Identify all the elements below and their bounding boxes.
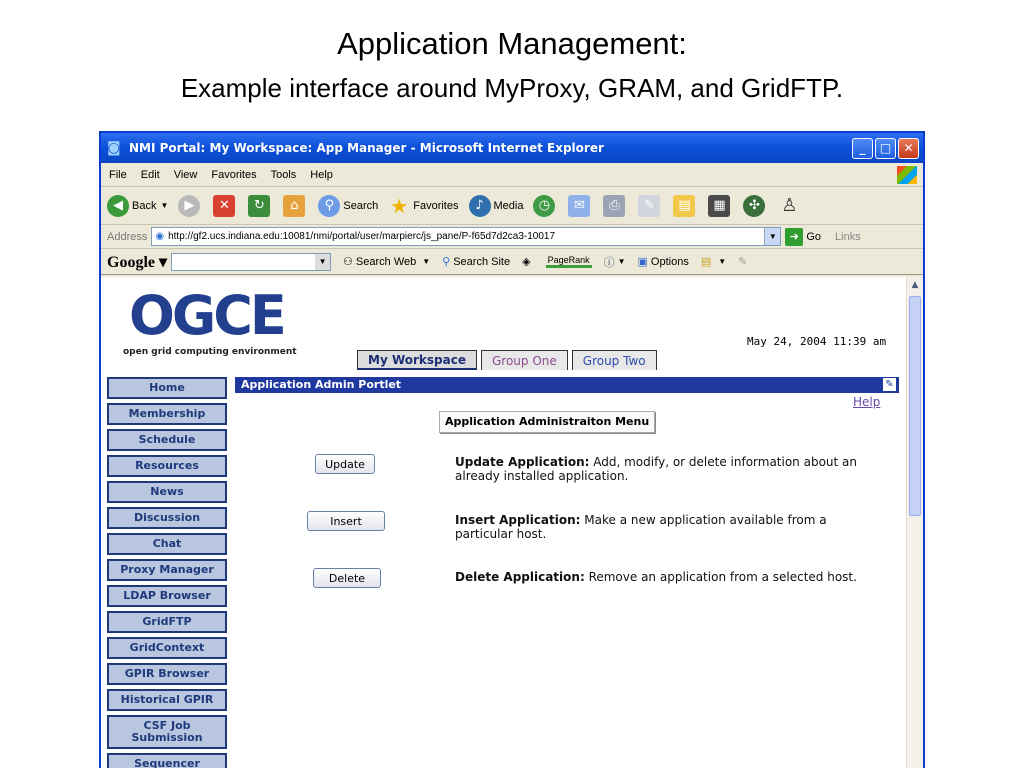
- search-label: Search: [343, 199, 379, 212]
- update-heading: Update Application:: [455, 455, 590, 469]
- vertical-scrollbar[interactable]: [906, 277, 923, 768]
- portlet-edit-icon[interactable]: ✎: [883, 378, 896, 391]
- menu-edit[interactable]: Edit: [140, 168, 160, 181]
- scrollbar-thumb[interactable]: [909, 296, 921, 516]
- nav-chat[interactable]: Chat: [107, 533, 227, 555]
- home-icon: ⌂: [283, 195, 305, 217]
- nav-news[interactable]: News: [107, 481, 227, 503]
- person-icon: ♙: [781, 195, 798, 216]
- folder-icon: ▤: [673, 195, 695, 217]
- highlight-icon: ▤: [700, 255, 712, 268]
- page-icon: ◉: [155, 231, 165, 242]
- portal-date: May 24, 2004 11:39 am: [747, 335, 887, 348]
- info-icon: ⓘ: [603, 255, 615, 269]
- update-description: [455, 455, 883, 483]
- address-input[interactable]: [151, 227, 781, 246]
- nav-discussion[interactable]: Discussion: [107, 507, 227, 529]
- maximize-button[interactable]: □: [875, 138, 896, 159]
- pencil-icon: ✎: [738, 255, 748, 268]
- window-title: NMI Portal: My Workspace: App Manager - Microsoft Internet Explorer: [129, 141, 604, 155]
- media-icon: ♪: [469, 195, 491, 217]
- stop-button[interactable]: [213, 195, 238, 217]
- back-arrow-icon: ◀: [107, 195, 129, 217]
- tab-group-one[interactable]: Group One: [481, 350, 568, 370]
- search-site-label: Search Site: [453, 255, 511, 268]
- nav-sequencer[interactable]: Sequencer: [107, 753, 227, 768]
- print-icon: ⎙: [603, 195, 625, 217]
- info-button[interactable]: [604, 254, 626, 270]
- ie-page-icon: ◙: [107, 140, 121, 156]
- insert-text: Make a new application available from a particular host.: [455, 513, 827, 541]
- media-label: Media: [493, 199, 524, 212]
- messenger-button[interactable]: [743, 195, 768, 217]
- menu-favorites[interactable]: Favorites: [211, 168, 257, 181]
- history-button[interactable]: [533, 195, 558, 217]
- nav-schedule[interactable]: Schedule: [107, 429, 227, 451]
- menu-bar: [101, 163, 923, 187]
- go-arrow-icon: ➜: [785, 228, 803, 246]
- title-bar[interactable]: [101, 133, 923, 163]
- history-icon: ◷: [533, 195, 555, 217]
- pagerank-indicator[interactable]: [546, 255, 592, 268]
- slide-subtitle: Example interface around MyProxy, GRAM, and GridFTP.: [180, 73, 844, 103]
- options-icon: ▣: [637, 255, 648, 268]
- nav-gridftp[interactable]: GridFTP: [107, 611, 227, 633]
- nav-proxy-manager[interactable]: Proxy Manager: [107, 559, 227, 581]
- options-button[interactable]: [638, 255, 689, 268]
- options-label: Options: [650, 255, 689, 268]
- nav-ldap-browser[interactable]: LDAP Browser: [107, 585, 227, 607]
- insert-heading: Insert Application:: [455, 513, 581, 527]
- home-button[interactable]: [283, 195, 308, 217]
- menu-help[interactable]: Help: [310, 168, 333, 181]
- tab-group-two[interactable]: Group Two: [572, 350, 657, 370]
- address-dropdown-icon[interactable]: ▼: [764, 228, 780, 245]
- stop-icon: ✕: [213, 195, 235, 217]
- forward-arrow-icon: ▶: [178, 195, 200, 217]
- edit-page-button[interactable]: [638, 195, 663, 217]
- help-link[interactable]: Help: [853, 395, 881, 409]
- search-button[interactable]: [318, 195, 378, 217]
- edit-page-icon: ✎: [638, 195, 660, 217]
- ogce-logo-tagline: open grid computing environment: [123, 347, 297, 357]
- pagerank-label: PageRank: [546, 255, 592, 268]
- back-dropdown-icon: ▼: [160, 201, 169, 210]
- forward-button[interactable]: [178, 195, 203, 217]
- page-viewport: [101, 277, 923, 768]
- update-button[interactable]: Update: [315, 454, 375, 474]
- links-button[interactable]: Links: [835, 230, 861, 243]
- nav-home[interactable]: Home: [107, 377, 227, 399]
- folder-button[interactable]: [673, 195, 698, 217]
- ogce-logo: OGCE: [129, 284, 284, 347]
- info-dropdown-icon: ▼: [617, 257, 626, 266]
- back-label: Back: [132, 199, 157, 212]
- portlet-title: Application Admin Portlet: [241, 378, 402, 391]
- messenger-icon: ✣: [743, 195, 765, 217]
- favorites-star-icon: ★: [390, 193, 409, 218]
- search-web-dropdown-icon: ▼: [422, 257, 431, 266]
- discuss-button[interactable]: [708, 195, 733, 217]
- scroll-up-icon[interactable]: ▲: [911, 280, 919, 290]
- nav-gridcontext[interactable]: GridContext: [107, 637, 227, 659]
- delete-text: Remove an application from a selected host.: [584, 570, 857, 584]
- print-button[interactable]: [603, 195, 628, 217]
- insert-button[interactable]: Insert: [307, 511, 385, 531]
- nav-resources[interactable]: Resources: [107, 455, 227, 477]
- tab-my-workspace[interactable]: My Workspace: [357, 350, 477, 370]
- menu-file[interactable]: File: [109, 168, 127, 181]
- address-url: http://gf2.ucs.indiana.edu:10081/nmi/portal/user/marpierc/js_pane/P-f65d7d2ca3-10017: [168, 231, 556, 242]
- mail-icon: ✉: [568, 195, 590, 217]
- workspace-tabs: [357, 350, 661, 370]
- mail-button[interactable]: [568, 195, 593, 217]
- browser-window: [99, 131, 925, 768]
- search-icon: ⚲: [318, 195, 340, 217]
- binoculars-icon: ⚇: [343, 255, 353, 268]
- site-search-icon: ⚲: [442, 255, 451, 268]
- favorites-button[interactable]: [388, 195, 458, 217]
- standard-toolbar: [101, 187, 923, 225]
- insert-description: [455, 513, 883, 541]
- discuss-icon: ▦: [708, 195, 730, 217]
- nav-historical-gpir[interactable]: Historical GPIR: [107, 689, 227, 711]
- google-dropdown-icon[interactable]: ▼: [315, 254, 330, 270]
- nav-csf-job-submission[interactable]: CSF Job Submission: [107, 715, 227, 749]
- delete-heading: Delete Application:: [455, 570, 585, 584]
- google-search-input[interactable]: [171, 253, 331, 271]
- nav-gpir-browser[interactable]: GPIR Browser: [107, 663, 227, 685]
- google-logo-text: Google: [107, 253, 155, 271]
- back-button[interactable]: [107, 195, 168, 217]
- favorites-label: Favorites: [413, 199, 459, 212]
- admin-menu-title: Application Administraiton Menu: [439, 411, 655, 433]
- go-label: Go: [806, 230, 822, 243]
- research-button[interactable]: [778, 195, 803, 217]
- highlight-dropdown-icon: ▼: [718, 257, 727, 266]
- google-toolbar: [101, 249, 923, 275]
- search-web-button[interactable]: [343, 255, 430, 268]
- pencil-button[interactable]: [738, 255, 750, 268]
- news-icon: ◈: [522, 255, 531, 268]
- news-button[interactable]: [522, 255, 533, 268]
- delete-description: [455, 570, 883, 584]
- media-button[interactable]: [469, 195, 524, 217]
- address-bar: [101, 225, 923, 249]
- go-button[interactable]: [785, 228, 821, 246]
- refresh-button[interactable]: [248, 195, 273, 217]
- close-button[interactable]: ✕: [898, 138, 919, 159]
- nav-membership[interactable]: Membership: [107, 403, 227, 425]
- portal-nav: [107, 377, 231, 768]
- update-text: Add, modify, or delete information about an already installed application.: [455, 455, 858, 483]
- menu-tools[interactable]: Tools: [270, 168, 297, 181]
- delete-button[interactable]: Delete: [313, 568, 381, 588]
- menu-view[interactable]: View: [173, 168, 198, 181]
- refresh-icon: ↻: [248, 195, 270, 217]
- slide-title: Application Management:: [337, 26, 687, 61]
- search-web-label: Search Web: [355, 255, 417, 268]
- google-logo[interactable]: Google ▾: [107, 253, 168, 271]
- search-site-button[interactable]: [442, 255, 510, 268]
- minimize-button[interactable]: _: [852, 138, 873, 159]
- windows-logo-icon: [897, 166, 917, 184]
- portlet-title-bar: [235, 377, 899, 393]
- highlight-button[interactable]: [701, 255, 726, 268]
- address-label: Address: [107, 230, 148, 243]
